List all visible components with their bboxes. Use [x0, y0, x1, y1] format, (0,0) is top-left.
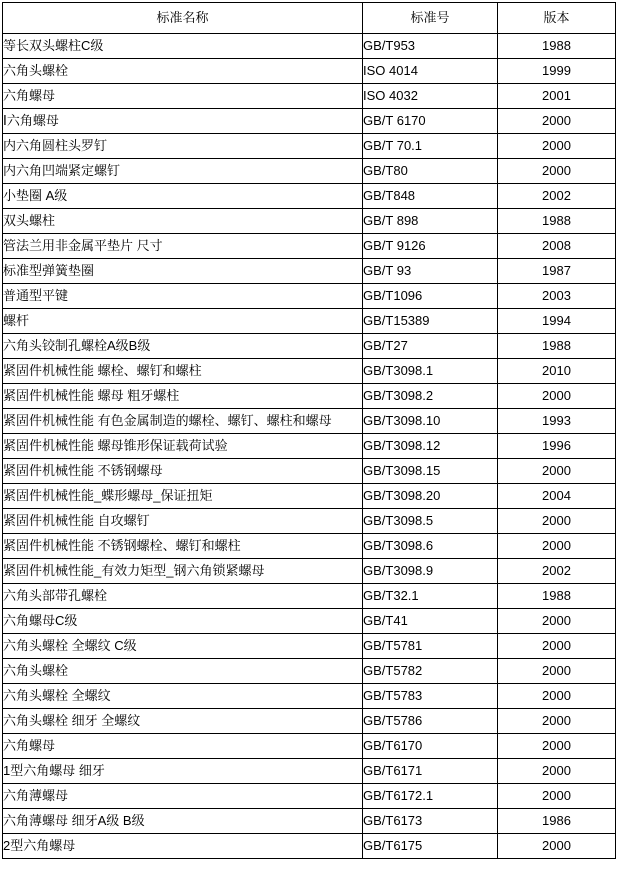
cell-standard-name: 紧固件机械性能 螺母 粗牙螺柱 — [3, 384, 363, 409]
cell-version: 1988 — [498, 34, 616, 59]
cell-standard-number: GB/T 70.1 — [363, 134, 498, 159]
cell-version: 2000 — [498, 609, 616, 634]
cell-standard-number: GB/T41 — [363, 609, 498, 634]
cell-version: 2000 — [498, 459, 616, 484]
cell-standard-number: GB/T6170 — [363, 734, 498, 759]
cell-standard-name: 六角头部带孔螺栓 — [3, 584, 363, 609]
cell-standard-name: 普通型平键 — [3, 284, 363, 309]
cell-standard-name: 六角螺母 — [3, 84, 363, 109]
cell-version: 1999 — [498, 59, 616, 84]
table-row — [3, 809, 616, 834]
cell-standard-name: 内六角圆柱头罗钉 — [3, 134, 363, 159]
cell-standard-name: 六角头螺栓 全螺纹 C级 — [3, 634, 363, 659]
cell-version: 2000 — [498, 784, 616, 809]
cell-standard-number: GB/T15389 — [363, 309, 498, 334]
cell-version: 1988 — [498, 209, 616, 234]
cell-standard-number: GB/T80 — [363, 159, 498, 184]
cell-standard-name: 紧固件机械性能 不锈钢螺母 — [3, 459, 363, 484]
table-row — [3, 259, 616, 284]
table-row — [3, 584, 616, 609]
cell-version: 1996 — [498, 434, 616, 459]
table-row — [3, 334, 616, 359]
cell-version: 2000 — [498, 759, 616, 784]
table-row — [3, 684, 616, 709]
table-row — [3, 509, 616, 534]
cell-standard-name: 小垫圈 A级 — [3, 184, 363, 209]
cell-standard-number: GB/T3098.10 — [363, 409, 498, 434]
cell-version: 2000 — [498, 534, 616, 559]
cell-version: 2000 — [498, 684, 616, 709]
cell-version: 1994 — [498, 309, 616, 334]
table-row — [3, 559, 616, 584]
cell-standard-number: GB/T5783 — [363, 684, 498, 709]
cell-version: 2008 — [498, 234, 616, 259]
cell-standard-number: GB/T27 — [363, 334, 498, 359]
table-row — [3, 34, 616, 59]
cell-standard-number: GB/T3098.5 — [363, 509, 498, 534]
cell-version: 2000 — [498, 834, 616, 859]
cell-standard-number: GB/T6173 — [363, 809, 498, 834]
cell-standard-name: 双头螺柱 — [3, 209, 363, 234]
cell-version: 1993 — [498, 409, 616, 434]
table-row — [3, 209, 616, 234]
table-row — [3, 359, 616, 384]
table-row — [3, 784, 616, 809]
table-row — [3, 709, 616, 734]
cell-standard-name: 紧固件机械性能_蝶形螺母_保证扭矩 — [3, 484, 363, 509]
cell-standard-name: 螺杆 — [3, 309, 363, 334]
cell-standard-name: 六角头螺栓 全螺纹 — [3, 684, 363, 709]
cell-standard-name: 六角螺母C级 — [3, 609, 363, 634]
cell-version: 2003 — [498, 284, 616, 309]
column-header-version: 版本 — [498, 3, 616, 34]
cell-standard-name: 紧固件机械性能 螺栓、螺钉和螺柱 — [3, 359, 363, 384]
cell-standard-name: 六角头螺栓 细牙 全螺纹 — [3, 709, 363, 734]
cell-version: 2000 — [498, 634, 616, 659]
cell-version: 1988 — [498, 584, 616, 609]
table-row — [3, 284, 616, 309]
table-row — [3, 484, 616, 509]
cell-standard-number: GB/T6175 — [363, 834, 498, 859]
table-row — [3, 659, 616, 684]
cell-standard-number: GB/T1096 — [363, 284, 498, 309]
column-header-standard-name: 标准名称 — [3, 3, 363, 34]
table-row — [3, 759, 616, 784]
table-row — [3, 384, 616, 409]
cell-standard-number: GB/T32.1 — [363, 584, 498, 609]
table-row — [3, 609, 616, 634]
cell-standard-name: 六角薄螺母 细牙A级 B级 — [3, 809, 363, 834]
cell-standard-name: 六角薄螺母 — [3, 784, 363, 809]
cell-version: 2002 — [498, 559, 616, 584]
cell-version: 2010 — [498, 359, 616, 384]
table-row — [3, 109, 616, 134]
cell-standard-name: 2型六角螺母 — [3, 834, 363, 859]
cell-version: 1987 — [498, 259, 616, 284]
cell-version: 2000 — [498, 134, 616, 159]
column-header-standard-number: 标准号 — [363, 3, 498, 34]
table-row — [3, 234, 616, 259]
cell-standard-number: GB/T 898 — [363, 209, 498, 234]
cell-version: 2002 — [498, 184, 616, 209]
cell-standard-number: GB/T6172.1 — [363, 784, 498, 809]
cell-standard-number: ISO 4032 — [363, 84, 498, 109]
cell-version: 2000 — [498, 509, 616, 534]
cell-standard-name: 标准型弹簧垫圈 — [3, 259, 363, 284]
table-row — [3, 59, 616, 84]
cell-standard-number: GB/T5782 — [363, 659, 498, 684]
table-row — [3, 834, 616, 859]
table-row — [3, 409, 616, 434]
cell-standard-name: Ⅰ六角螺母 — [3, 109, 363, 134]
table-row — [3, 434, 616, 459]
cell-standard-name: 内六角凹端紧定螺钉 — [3, 159, 363, 184]
cell-standard-name: 六角头螺栓 — [3, 59, 363, 84]
cell-version: 2004 — [498, 484, 616, 509]
cell-standard-number: GB/T 6170 — [363, 109, 498, 134]
cell-standard-number: GB/T3098.9 — [363, 559, 498, 584]
cell-version: 2000 — [498, 709, 616, 734]
cell-version: 2000 — [498, 659, 616, 684]
table-row — [3, 84, 616, 109]
cell-standard-number: GB/T3098.12 — [363, 434, 498, 459]
cell-standard-name: 紧固件机械性能 自攻螺钉 — [3, 509, 363, 534]
cell-standard-number: GB/T5786 — [363, 709, 498, 734]
cell-version: 1986 — [498, 809, 616, 834]
table-header — [3, 3, 616, 34]
cell-version: 2000 — [498, 109, 616, 134]
cell-standard-name: 1型六角螺母 细牙 — [3, 759, 363, 784]
cell-standard-name: 六角螺母 — [3, 734, 363, 759]
table-body — [3, 34, 616, 859]
cell-standard-name: 管法兰用非金属平垫片 尺寸 — [3, 234, 363, 259]
table-row — [3, 184, 616, 209]
cell-standard-number: GB/T3098.6 — [363, 534, 498, 559]
table-row — [3, 734, 616, 759]
cell-standard-number: GB/T 93 — [363, 259, 498, 284]
cell-standard-name: 紧固件机械性能_有效力矩型_钢六角锁紧螺母 — [3, 559, 363, 584]
cell-standard-number: ISO 4014 — [363, 59, 498, 84]
cell-standard-number: GB/T6171 — [363, 759, 498, 784]
cell-standard-number: GB/T848 — [363, 184, 498, 209]
cell-standard-number: GB/T3098.20 — [363, 484, 498, 509]
cell-version: 2000 — [498, 384, 616, 409]
cell-standard-name: 六角头螺栓 — [3, 659, 363, 684]
table-header-row — [3, 3, 616, 34]
cell-standard-name: 等长双头螺柱C级 — [3, 34, 363, 59]
table-row — [3, 634, 616, 659]
cell-standard-number: GB/T5781 — [363, 634, 498, 659]
table-row — [3, 134, 616, 159]
table-row — [3, 159, 616, 184]
cell-version: 1988 — [498, 334, 616, 359]
cell-standard-number: GB/T 9126 — [363, 234, 498, 259]
cell-standard-number: GB/T3098.15 — [363, 459, 498, 484]
table-row — [3, 459, 616, 484]
cell-version: 2001 — [498, 84, 616, 109]
cell-standard-number: GB/T953 — [363, 34, 498, 59]
cell-standard-name: 紧固件机械性能 不锈钢螺栓、螺钉和螺柱 — [3, 534, 363, 559]
cell-standard-number: GB/T3098.1 — [363, 359, 498, 384]
cell-standard-name: 六角头铰制孔螺栓A级B级 — [3, 334, 363, 359]
cell-standard-number: GB/T3098.2 — [363, 384, 498, 409]
table-row — [3, 309, 616, 334]
cell-standard-name: 紧固件机械性能 螺母锥形保证载荷试验 — [3, 434, 363, 459]
cell-version: 2000 — [498, 734, 616, 759]
table-row — [3, 534, 616, 559]
cell-version: 2000 — [498, 159, 616, 184]
standards-table — [2, 2, 616, 859]
cell-standard-name: 紧固件机械性能 有色金属制造的螺栓、螺钉、螺柱和螺母 — [3, 409, 363, 434]
